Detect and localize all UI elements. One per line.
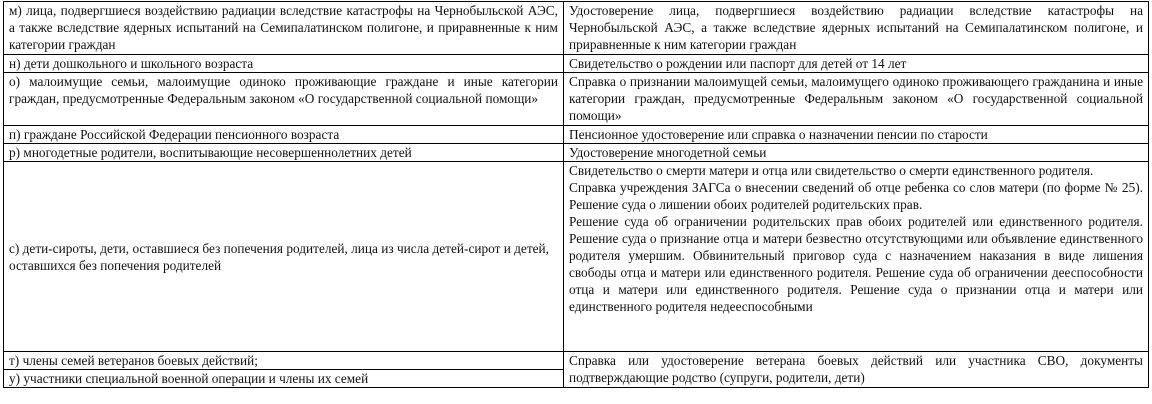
category-cell: п) граждане Российской Федерации пенсионного возраста [4, 126, 564, 144]
table-row [4, 126, 1149, 144]
documents-cell: Свидетельство о рождении или паспорт для детей от 14 лет [563, 55, 1148, 73]
category-cell: о) малоимущие семьи, малоимущие одиноко проживающие граждане и иные категории граждан, предусмотренные Федеральным законом «О государственной социальной помощи» [4, 73, 564, 126]
documents-cell: Удостоверение лица, подвергшиеся воздействию радиации вследствие катастрофы на Чернобыльской АЭС, а также вследствие ядерных испытаний на Семипалатинском полигоне, и приравненные к ним категории граждан [563, 2, 1148, 55]
table-row [4, 55, 1149, 73]
category-cell: н) дети дошкольного и школьного возраста [4, 55, 564, 73]
document-item: Справка учреждения ЗАГСа о внесении сведений об отце ребенка со слов матери (по форме № 25). Решение суда о лишении обоих родителей родительских прав. [568, 180, 1143, 212]
table-row [4, 73, 1149, 126]
category-cell: р) многодетные родители, воспитывающие несовершеннолетних детей [4, 144, 564, 162]
table-row [4, 144, 1149, 162]
category-cell [4, 352, 564, 388]
documents-cell: Удостоверение многодетной семьи [563, 144, 1148, 162]
document-item: Свидетельство о смерти матери и отца или свидетельство о смерти единственного родителя. [568, 163, 1094, 178]
category-item: т) члены семей ветеранов боевых действий; [4, 352, 563, 370]
documents-cell [563, 162, 1148, 352]
documents-cell: Справка о признании малоимущей семьи, малоимущего одиноко проживающего гражданина и иные категории граждан, предусмотренные Федеральным законом «О государственной социальной помощи» [563, 73, 1148, 126]
category-item: у) участники специальной военной операции и члены их семей [9, 371, 369, 386]
documents-list [569, 162, 1143, 315]
table-row [4, 352, 1149, 388]
category-cell: с) дети-сироты, дети, оставшиеся без попечения родителей, лица из числа детей-сирот и детей, оставшихся без попечения родителей [4, 162, 564, 352]
category-cell: м) лица, подвергшиеся воздействию радиации вследствие катастрофы на Чернобыльской АЭС, а также вследствие ядерных испытаний на Семипалатинском полигоне, и приравненные к ним категории граждан [4, 2, 564, 55]
documents-cell: Справка или удостоверение ветерана боевых действий или участника СВО, документы подтверждающие родство (супруги, родители, дети) [563, 352, 1148, 388]
document-item: Решение суда об ограничении родительских прав обоих родителей или единственного родителя. Решение суда о признание отца и матери безвестно отсутствующими или объявление единственного родителя умершим. Обвинительный приговор суда с назначением наказания в виде лишения свободы отца и матери или единственного родителя. Решение суда об ограничении дееспособности отца и матери или единственного родителя. Решение суда о признании отца и матери или единственного родителя недееспособными [568, 214, 1143, 314]
benefits-table [3, 1, 1149, 388]
table-row [4, 2, 1149, 55]
table-row [4, 162, 1149, 352]
documents-cell: Пенсионное удостоверение или справка о назначении пенсии по старости [563, 126, 1148, 144]
